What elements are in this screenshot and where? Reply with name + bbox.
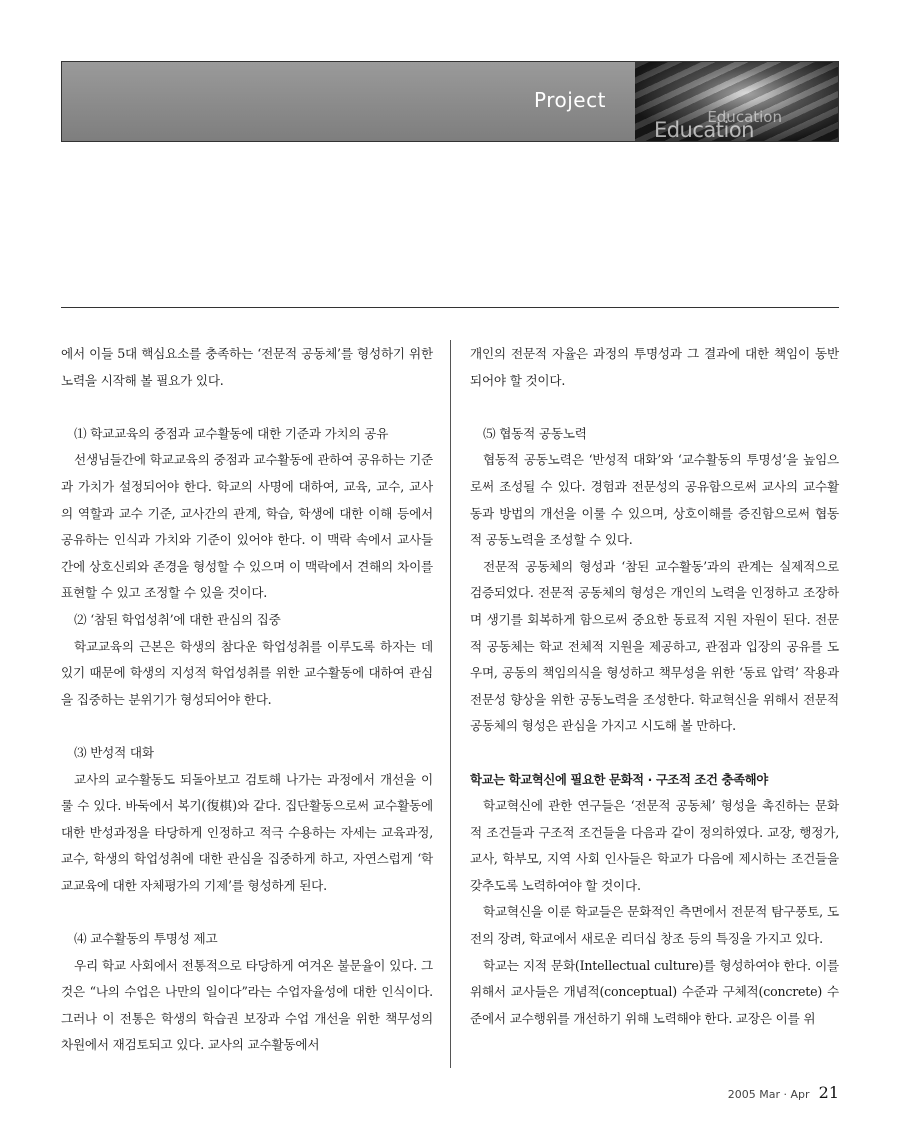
paragraph: 선생님들간에 학교교육의 중점과 교수활동에 관하여 공유하는 기준과 가치가 설정되어야 한다. 학교의 사명에 대하여, 교육, 교수, 교사의 역할과 교수 기준, 교사간의 관계, 학습, 학생에 대한 이해 등에서 공유하는 인식과 가치와 기준이 있어야 한다. 이 맥락 속에서 교사들간에 상호신뢰와 존경을 형성할 수 있으며 이 맥락에서 견해의 차이를 표현할 수 있고 조정할 수 있을 것이다. [61,452,433,601]
photo-caption-small: Education [707,108,782,126]
paragraph: 학교교육의 근본은 학생의 참다운 학업성취를 이루도록 하자는 데 있기 때문에 학생의 지성적 학업성취를 위한 교수활동에 대하여 관심을 집중하는 분위기가 형성되어야 한다. [61,638,433,707]
keyboard-photo [635,62,838,141]
paragraph-gap [61,713,433,740]
paragraph-gap [61,899,433,926]
page-footer [728,1083,839,1102]
horizontal-rule [61,307,839,308]
header-banner [61,61,839,142]
paragraph: 우리 학교 사회에서 전통적으로 타당하게 여겨온 불문율이 있다. 그것은 “나의 수업은 나만의 일이다”라는 수업자율성에 대한 인식이다. 그러나 이 전통은 학생의 학습권 보장과 수업 개선을 위한 책무성의 차원에서 재검토되고 있다. 교사의 교수활동에서 [61,957,433,1053]
paragraph: 개인의 전문적 자율은 과정의 투명성과 그 결과에 대한 책임이 동반되어야 할 것이다. [470,346,839,388]
paragraph: ⑵ ‘참된 학업성취’에 대한 관심의 집중 [74,611,281,627]
paragraph: ⑴ 학교교육의 중점과 교수활동에 대한 기준과 가치의 공유 [74,425,389,441]
column-divider [450,340,451,1068]
paragraph: ⑸ 협동적 공동노력 [483,425,587,441]
page-number: 21 [818,1083,839,1102]
paragraph-gap [61,394,433,421]
section-heading: 학교는 학교혁신에 필요한 문화적 · 구조적 조건 충족해야 [470,771,768,787]
paragraph: 에서 이들 5대 핵심요소를 충족하는 ‘전문적 공동체’를 형성하기 위한 노력을 시작해 볼 필요가 있다. [61,346,433,388]
issue-date: 2005 Mar · Apr [727,1088,810,1101]
banner-title: Project [534,88,606,112]
right-column [470,341,839,1032]
paragraph: 협동적 공동노력은 ‘반성적 대화’와 ‘교수활동의 투명성’을 높임으로써 조성될 수 있다. 경험과 전문성의 공유함으로써 교사의 교수활동과 방법의 개선을 이룰 수 있으며, 상호이해를 증진함으로써 협동적 공동노력을 조성할 수 있다. [470,452,839,548]
paragraph: 학교혁신을 이룬 학교들은 문화적인 측면에서 전문적 탐구풍토, 도전의 장려, 학교에서 새로운 리더십 창조 등의 특징을 가지고 있다. [470,904,839,947]
paragraph: 전문적 공동체의 형성과 ‘참된 교수활동’과의 관계는 실제적으로 검증되었다. 전문적 공동체의 형성은 개인의 노력을 인정하고 조장하며 생기를 회복하게 함으로써 중요한 동료적 지원 자원이 된다. 전문적 공동체는 학교 전체적 지원을 제공하고, 관점과 입장의 공유를 도우며, 공동의 책임의식을 형성하고 책무성을 위한 ‘동료 압력’ 작용과 전문성 향상을 위한 공동노력을 조성한다. 학교혁신을 위해서 전문적 공동체의 형성은 관심을 가지고 시도해 볼 만하다. [470,558,839,734]
paragraph-gap [470,394,839,421]
paragraph: ⑶ 반성적 대화 [74,744,154,760]
left-column [61,341,433,1059]
paragraph: 학교는 지적 문화(Intellectual culture)를 형성하여야 한다. 이를 위해서 교사들은 개념적(conceptual) 수준과 구체적(concrete) 수준에서 교수행위를 개선하기 위해 노력해야 한다. 교장은 이를 위 [470,957,839,1026]
paragraph-gap [470,740,839,767]
paragraph: 교사의 교수활동도 되돌아보고 검토해 나가는 과정에서 개선을 이룰 수 있다. 바둑에서 복기(復棋)와 같다. 집단활동으로써 교수활동에 대한 반성과정을 타당하게 인정하고 적극 수용하는 자세는 교육과정, 교수, 학생의 학업성취에 대한 관심을 집중하게 하고, 자연스럽게 ‘학교교육에 대한 자체평가의 기제’를 형성하게 된다. [61,771,433,893]
photo-caption-large: Education [653,118,754,142]
paragraph: 학교혁신에 관한 연구들은 ‘전문적 공동체’ 형성을 촉진하는 문화적 조건들과 구조적 조건들을 다음과 같이 정의하였다. 교장, 행정가, 교사, 학부모, 지역 사회 인사들은 학교가 다음에 제시하는 조건들을 갖추도록 노력하여야 할 것이다. [470,798,839,893]
paragraph: ⑷ 교수활동의 투명성 제고 [74,931,218,947]
